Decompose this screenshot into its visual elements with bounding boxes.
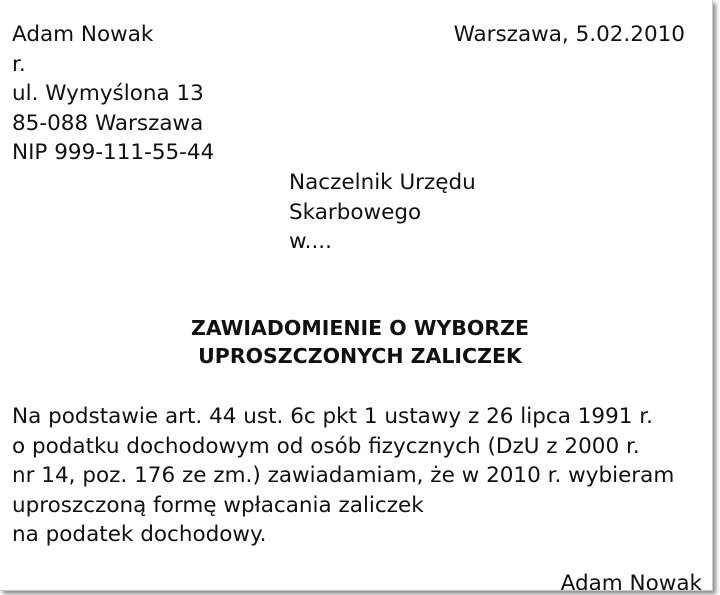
sender-street: ul. Wymyślona 13	[12, 81, 204, 106]
sender-name: Adam Nowak	[12, 22, 154, 47]
signature: Adam Nowak	[560, 571, 702, 591]
recipient-line-2: Skarbowego	[289, 199, 422, 225]
body-line-2: o podatku dochodowym od osób fizycznych (DzU z 2000 r.	[12, 433, 640, 459]
document-title	[0, 314, 713, 370]
recipient-line-1: Naczelnik Urzędu	[289, 170, 476, 195]
sender-city: 85-088 Warszawa	[12, 110, 204, 136]
document-date: Warszawa, 5.02.2010	[453, 22, 685, 47]
recipient-block	[289, 168, 476, 257]
body-line-4: uproszczoną formę wpłacania zaliczek	[12, 492, 424, 518]
body-line-3: nr 14, poz. 176 ze zm.) zawiadamiam, że w 2010 r. wybieram	[12, 463, 675, 488]
recipient-line-3: w....	[289, 229, 332, 254]
body-paragraph	[12, 402, 674, 550]
sender-name-suffix: r.	[12, 51, 26, 77]
body-line-1: Na podstawie art. 44 ust. 6c pkt 1 ustawy z 26 lipca 1991 r.	[12, 404, 653, 429]
title-line-1: ZAWIADOMIENIE O WYBORZE	[190, 316, 530, 340]
sender-address-block	[12, 20, 214, 168]
title-line-2: UPROSZCZONYCH ZALICZEK	[198, 344, 522, 368]
sender-nip: NIP 999-111-55-44	[12, 140, 215, 165]
body-line-5: na podatek dochodowy.	[12, 522, 267, 547]
